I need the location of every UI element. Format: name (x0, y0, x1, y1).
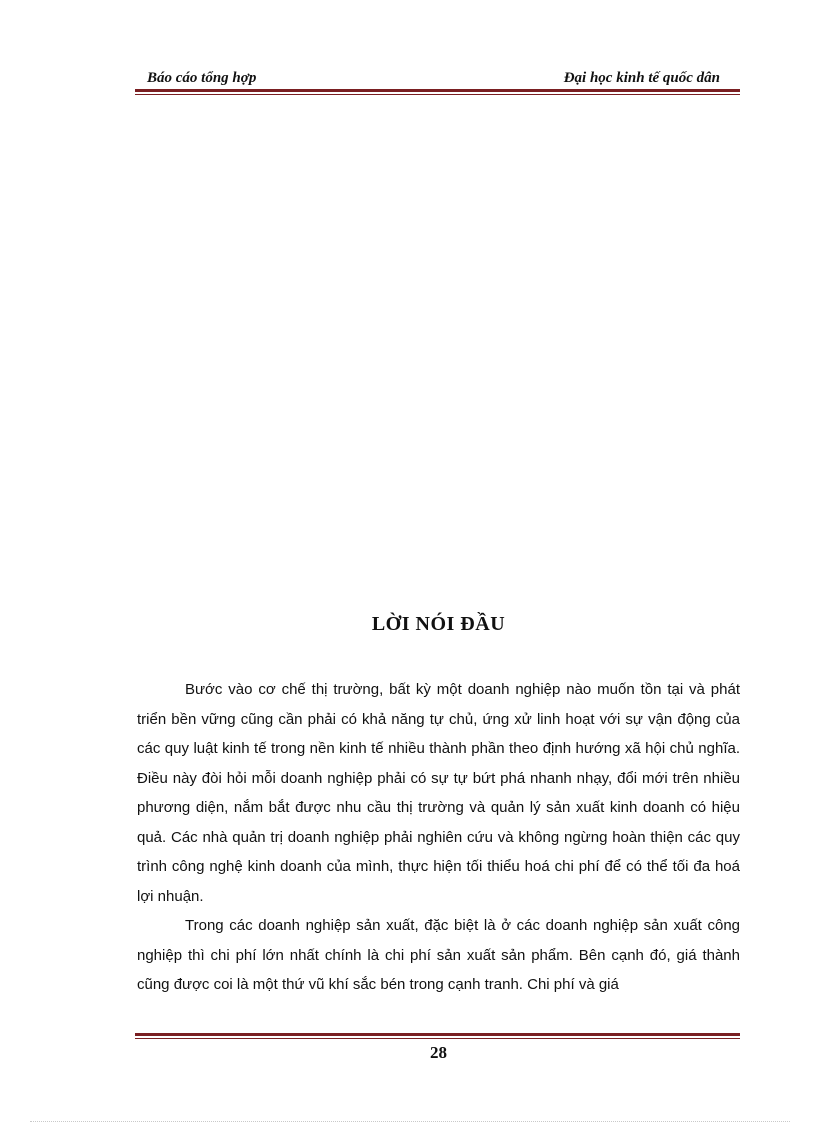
header-university-name: Đại học kinh tế quốc dân (563, 70, 720, 86)
header-report-title: Báo cáo tổng hợp (147, 70, 257, 86)
footer-divider (135, 1033, 740, 1039)
paragraph-2: Trong các doanh nghiệp sản xuất, đặc biệt là ở các doanh nghiệp sản xuất công nghiệp thì chi phí lớn nhất chính là chi phí sản xuất sản phẩm. Bên cạnh đó, giá thành cũng được coi là một thứ vũ khí sắc bén trong cạnh tranh. Chi phí và giá (137, 917, 740, 993)
page-bottom-edge (30, 1121, 790, 1122)
body-text (137, 675, 740, 1000)
paragraph-1: Bước vào cơ chế thị trường, bất kỳ một doanh nghiệp nào muốn tồn tại và phát triển bền vững cũng cần phải có khả năng tự chủ, ứng xử linh hoạt với sự vận động của các quy luật kinh tế trong nền kinh tế nhiều thành phần theo định hướng xã hội chủ nghĩa. Điều này đòi hỏi mỗi doanh nghiệp phải có sự tự bứt phá nhanh nhạy, đổi mới trên nhiều phương diện, nắm bắt được nhu cầu thị trường và quản lý sản xuất kinh doanh có hiệu quả. Các nhà quản trị doanh nghiệp phải nghiên cứu và không ngừng hoàn thiện các quy trình công nghệ kinh doanh của mình, thực hiện tối thiểu hoá chi phí để có thể tối đa hoá lợi nhuận. (137, 681, 740, 905)
header-divider (135, 89, 740, 95)
page-number: 28 (430, 1043, 447, 1062)
section-title: LỜI NÓI ĐẦU (371, 613, 506, 635)
page-header (137, 68, 740, 90)
